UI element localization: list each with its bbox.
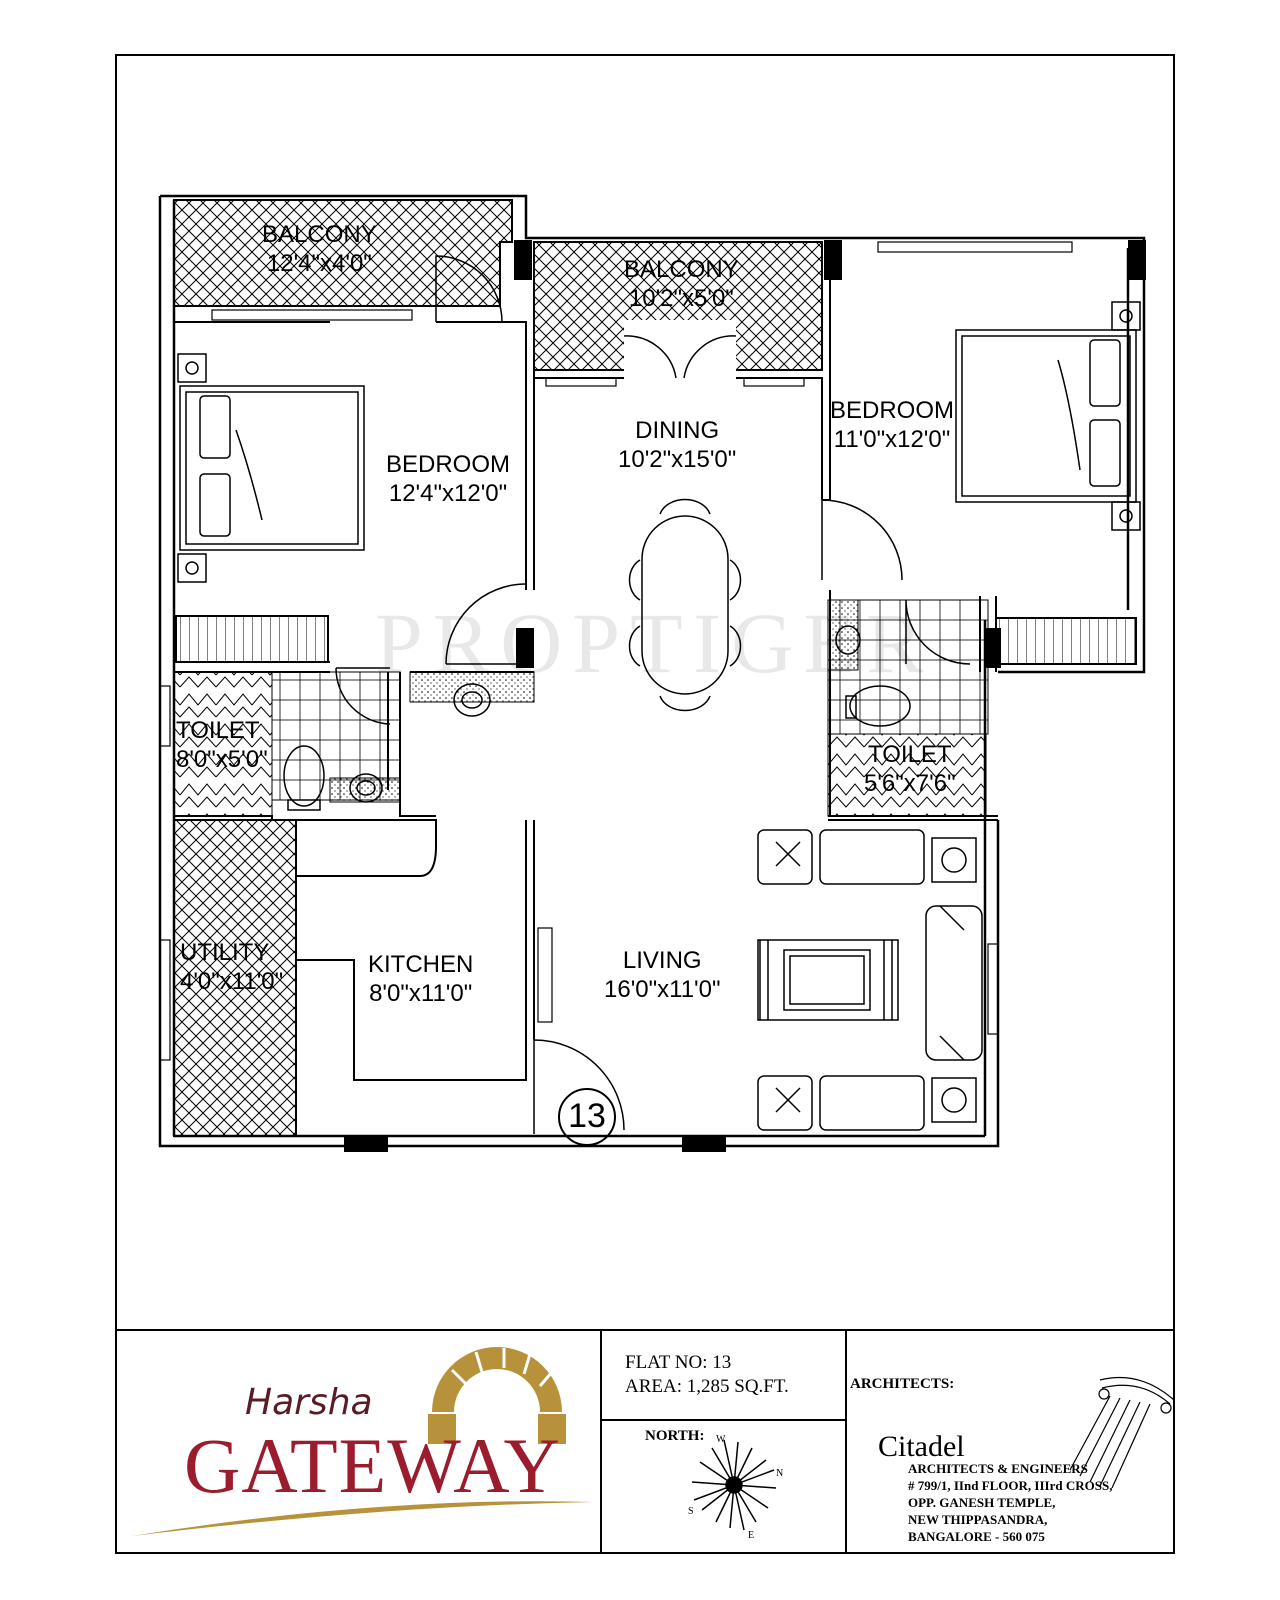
north-label: NORTH: [645,1428,705,1444]
room-size: 5'6"x7'6" [864,770,956,797]
firm-line: OPP. GANESH TEMPLE, [908,1495,1056,1510]
firm-name: Citadel [878,1430,965,1463]
room-name: TOILET [868,741,952,768]
room-name: LIVING [622,947,702,974]
north-compass-icon [692,1440,776,1530]
firm-line: BANGALORE - 560 075 [908,1529,1045,1544]
room-label-toilet-2 [864,740,956,798]
room-size: 4'0"x11'0" [180,968,284,995]
room-size: 12'4"x12'0" [388,480,508,507]
watermark-text: PROPTIGER [375,595,934,691]
room-label-dining [618,416,736,474]
room-name: DINING [635,417,720,444]
room-label-living [604,946,721,1004]
flat-number-marker: 13 [568,1097,606,1135]
logo-harsha-text: Harsha [245,1382,373,1423]
room-name: BALCONY [624,256,739,283]
wardrobe-left [176,616,328,662]
firm-line: NEW THIPPASANDRA, [908,1512,1048,1527]
room-label-kitchen [368,950,473,1008]
room-name: BALCONY [262,221,377,248]
flat-no-text: FLAT NO: 13 [625,1352,732,1373]
room-size: 16'0"x11'0" [604,976,721,1003]
compass-w: W [716,1434,726,1445]
bed-right [956,302,1140,530]
firm-line: ARCHITECTS & ENGINEERS [908,1461,1088,1476]
wardrobe-right [996,618,1136,664]
firm-line: # 799/1, IInd FLOOR, IIIrd CROSS, [908,1478,1113,1493]
room-name: TOILET [176,717,260,744]
room-label-utility [180,938,283,996]
compass-n: N [776,1468,784,1479]
room-size: 12'4"x4'0" [266,250,372,277]
room-name: BEDROOM [386,451,511,478]
room-name: UTILITY [180,939,270,966]
room-name: BEDROOM [830,397,955,424]
room-size: 8'0"x5'0" [176,746,268,773]
room-size: 8'0"x11'0" [369,980,473,1007]
room-size: 10'2"x5'0" [628,285,734,312]
area-text: AREA: 1,285 SQ.FT. [625,1376,789,1397]
firm-address [908,1460,1112,1545]
living-furniture [758,830,982,1130]
room-label-balcony-2 [624,255,739,313]
room-label-balcony-1 [262,220,377,278]
room-label-toilet-1 [176,716,268,774]
bed-left [178,354,364,582]
room-label-bedroom-1 [386,450,510,508]
compass-e: E [748,1530,755,1541]
room-size: 11'0"x12'0" [833,426,951,453]
room-label-bedroom-2 [830,396,954,454]
room-name: KITCHEN [368,951,474,978]
room-size: 10'2"x15'0" [618,446,737,473]
architects-heading: ARCHITECTS: [850,1376,955,1392]
logo-gateway-text: GATEWAY [184,1422,561,1509]
compass-s: S [688,1506,694,1517]
